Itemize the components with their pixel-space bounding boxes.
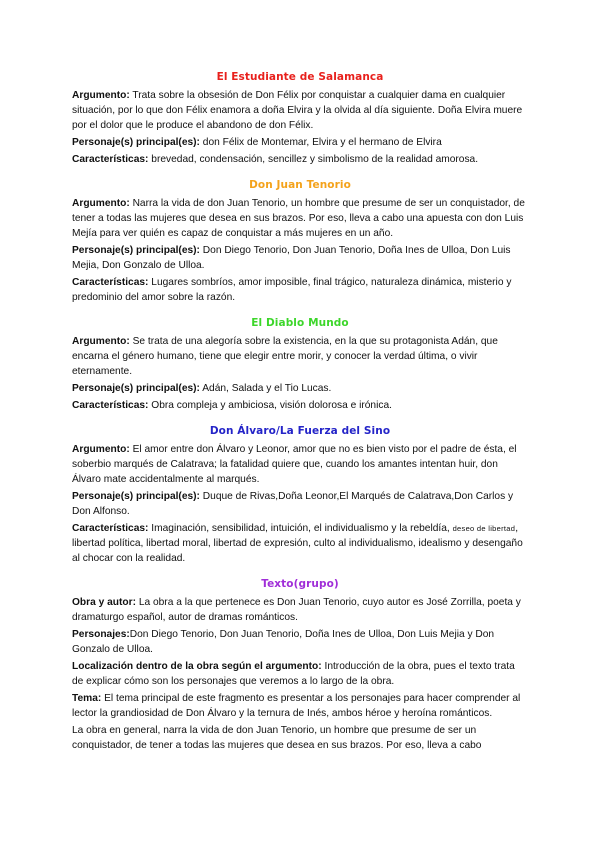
argumento-paragraph (72, 442, 528, 487)
personajes-text: Adán, Salada y el Tio Lucas. (202, 383, 332, 394)
caracteristicas-text-a: Imaginación, sensibilidad, intuición, el individualismo y la rebeldía, (151, 523, 450, 534)
argumento-label: Argumento: (72, 336, 130, 347)
section-diablo-mundo (72, 316, 528, 413)
argumento-label: Argumento: (72, 198, 130, 209)
personajes-label: Personaje(s) principal(es): (72, 491, 200, 502)
tema-label: Tema: (72, 693, 102, 704)
general-paragraph: La obra en general, narra la vida de don Juan Tenorio, un hombre que presume de ser un conquistador, de tener a todas las mujeres que desea en sus brazos. Por eso, lleva a cabo (72, 725, 482, 751)
personajes-text: don Félix de Montemar, Elvira y el hermano de Elvira (202, 137, 442, 148)
section-title: Don Juan Tenorio (249, 179, 351, 191)
argumento-paragraph (72, 196, 528, 241)
tema-text: El tema principal de este fragmento es presentar a los personajes para hacer comprender al lector la grandiosidad de Don Álvaro y la ternura de Inés, ambos héroe y heroína románticos. (72, 693, 521, 719)
caracteristicas-paragraph (72, 398, 528, 413)
argumento-label: Argumento: (72, 444, 130, 455)
tema-paragraph (72, 691, 528, 721)
section-title: El Diablo Mundo (251, 317, 349, 329)
argumento-text: Se trata de una alegoría sobre la existencia, en la que su protagonista Adán, que encarna el género humano, tiene que elegir entre morir, y conocer la verdad última, o vivir eternamente. (72, 336, 498, 377)
obra-text: La obra a la que pertenece es Don Juan Tenorio, cuyo autor es José Zorrilla, poeta y dramaturgo español, autor de dramas románticos. (72, 597, 521, 623)
section-don-juan-tenorio (72, 178, 528, 305)
argumento-paragraph (72, 88, 528, 133)
personajes-label: Personaje(s) principal(es): (72, 383, 200, 394)
section-estudiante-salamanca (72, 70, 528, 167)
caracteristicas-label: Características: (72, 154, 149, 165)
personajes-paragraph (72, 489, 528, 519)
localizacion-paragraph (72, 659, 528, 689)
argumento-paragraph (72, 334, 528, 379)
argumento-text: Narra la vida de don Juan Tenorio, un hombre que presume de ser un conquistador, de tener a todas las mujeres que desea en sus brazos. Por eso, lleva a cabo una apuesta con don Luis Mejía para ver quién es capaz de conquistar a más mujeres en un año. (72, 198, 525, 239)
localizacion-label: Localización dentro de la obra según el argumento: (72, 661, 322, 672)
caracteristicas-text: Lugares sombríos, amor imposible, final trágico, naturaleza dinámica, misterio y predominio del amor sobre la razón. (72, 277, 512, 303)
caracteristicas-paragraph (72, 275, 528, 305)
localizacion-text: Introducción de la obra, pues el texto trata de explicar cómo son los personajes que veremos a lo largo de la obra. (72, 661, 515, 687)
obra-paragraph (72, 595, 528, 625)
caracteristicas-text: brevedad, condensación, sencillez y simbolismo de la realidad amorosa. (151, 154, 479, 165)
section-title: El Estudiante de Salamanca (216, 71, 384, 83)
caracteristicas-paragraph (72, 521, 528, 566)
caracteristicas-label: Características: (72, 523, 149, 534)
caracteristicas-label: Características: (72, 277, 149, 288)
section-title: Texto(grupo) (261, 578, 339, 590)
caracteristicas-label: Características: (72, 400, 149, 411)
argumento-label: Argumento: (72, 90, 130, 101)
section-don-alvaro (72, 424, 528, 566)
caracteristicas-text: Obra compleja y ambiciosa, visión dolorosa e irónica. (151, 400, 392, 411)
obra-label: Obra y autor: (72, 597, 136, 608)
personajes-label: Personaje(s) principal(es): (72, 245, 200, 256)
section-title: Don Álvaro/La Fuerza del Sino (209, 425, 391, 437)
caracteristicas-text-small: deseo de libertad (452, 524, 516, 533)
argumento-text: El amor entre don Álvaro y Leonor, amor que no es bien visto por el padre de ésta, el soberbio marqués de Calatrava; la fatalidad quiere que, cuando los amantes intentan huir, don Álvaro mate accidentalmente al marqués. (72, 444, 517, 485)
section-texto-grupo (72, 577, 528, 753)
caracteristicas-text-b: , libertad política, libertad moral, libertad de expresión, culto al individualismo, idealismo y desengaño al chocar con la realidad. (72, 523, 523, 564)
personajes-label: Personajes: (72, 629, 130, 640)
personajes-paragraph (72, 135, 528, 150)
caracteristicas-paragraph (72, 152, 528, 167)
personajes-text: Duque de Rivas,Doña Leonor,El Marqués de Calatrava,Don Carlos y Don Alfonso. (72, 491, 514, 517)
document-page (72, 70, 528, 764)
personajes-text: Don Diego Tenorio, Don Juan Tenorio, Doña Ines de Ulloa, Don Luis Mejia, Don Gonzalo de Ulloa. (72, 245, 511, 271)
personajes-label: Personaje(s) principal(es): (72, 137, 200, 148)
personajes-paragraph (72, 627, 528, 657)
argumento-text: Trata sobre la obsesión de Don Félix por conquistar a cualquier dama en cualquier situación, por lo que don Félix enamora a doña Elvira y la olvida al día siguiente. Doña Elvira muere por el dolor que le produce el abandono de don Félix. (72, 90, 523, 131)
personajes-paragraph (72, 243, 528, 273)
personajes-text: Don Diego Tenorio, Don Juan Tenorio, Doña Ines de Ulloa, Don Luis Mejia y Don Gonzalo de Ulloa. (72, 629, 495, 655)
personajes-paragraph (72, 381, 528, 396)
